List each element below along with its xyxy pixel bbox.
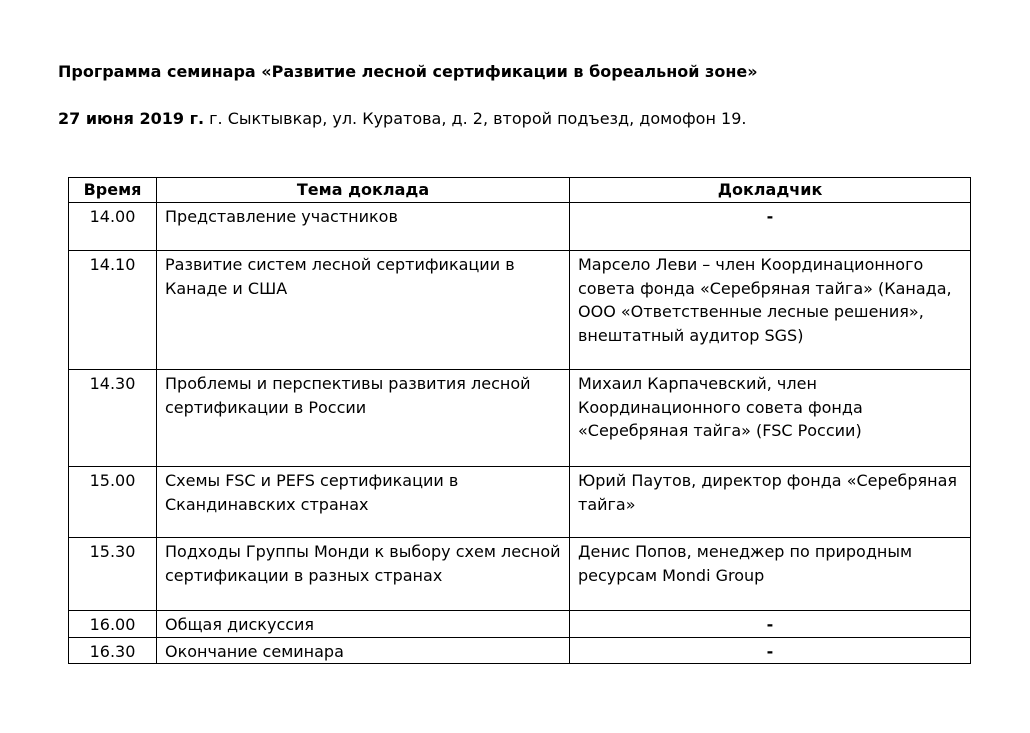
- row-time: 15.30: [69, 538, 157, 611]
- header-speaker: Докладчик: [570, 178, 971, 203]
- row-topic: Подходы Группы Монди к выбору схем лесной сертификации в разных странах: [157, 538, 570, 611]
- row-speaker: Михаил Карпачевский, член Координационного совета фонда «Серебряная тайга» (FSC России): [570, 370, 971, 467]
- table-row: [69, 467, 971, 538]
- row-time: 16.30: [69, 637, 157, 664]
- event-location: г. Сыктывкар, ул. Куратова, д. 2, второй подъезд, домофон 19.: [204, 109, 747, 128]
- row-time: 15.00: [69, 467, 157, 538]
- row-topic: Проблемы и перспективы развития лесной сертификации в России: [157, 370, 570, 467]
- row-time: 14.30: [69, 370, 157, 467]
- table-row: [69, 611, 971, 638]
- row-speaker: Марсело Леви – член Координационного совета фонда «Серебряная тайга» (Канада, ООО «Ответственные лесные решения», внештатный аудитор SGS): [570, 251, 971, 370]
- row-time: 16.00: [69, 611, 157, 638]
- program-table: [68, 177, 971, 664]
- row-topic: Представление участников: [157, 203, 570, 251]
- row-speaker: -: [570, 203, 971, 251]
- header-time: Время: [69, 178, 157, 203]
- row-topic: Общая дискуссия: [157, 611, 570, 638]
- row-topic: Схемы FSC и PEFS сертификации в Скандинавских странах: [157, 467, 570, 538]
- row-time: 14.10: [69, 251, 157, 370]
- table-row: [69, 251, 971, 370]
- table-row: [69, 370, 971, 467]
- row-topic: Развитие систем лесной сертификации в Канаде и США: [157, 251, 570, 370]
- date-location-line: [58, 108, 746, 130]
- row-speaker: -: [570, 611, 971, 638]
- header-topic: Тема доклада: [157, 178, 570, 203]
- table-header-row: [69, 178, 971, 203]
- document-title: Программа семинара «Развитие лесной сертификации в бореальной зоне»: [58, 62, 758, 81]
- row-speaker: Денис Попов, менеджер по природным ресурсам Mondi Group: [570, 538, 971, 611]
- row-time: 14.00: [69, 203, 157, 251]
- table-row: [69, 203, 971, 251]
- table-row: [69, 637, 971, 664]
- table-row: [69, 538, 971, 611]
- row-speaker: Юрий Паутов, директор фонда «Серебряная тайга»: [570, 467, 971, 538]
- event-date: 27 июня 2019 г.: [58, 109, 205, 128]
- row-speaker: -: [570, 637, 971, 664]
- row-topic: Окончание семинара: [157, 637, 570, 664]
